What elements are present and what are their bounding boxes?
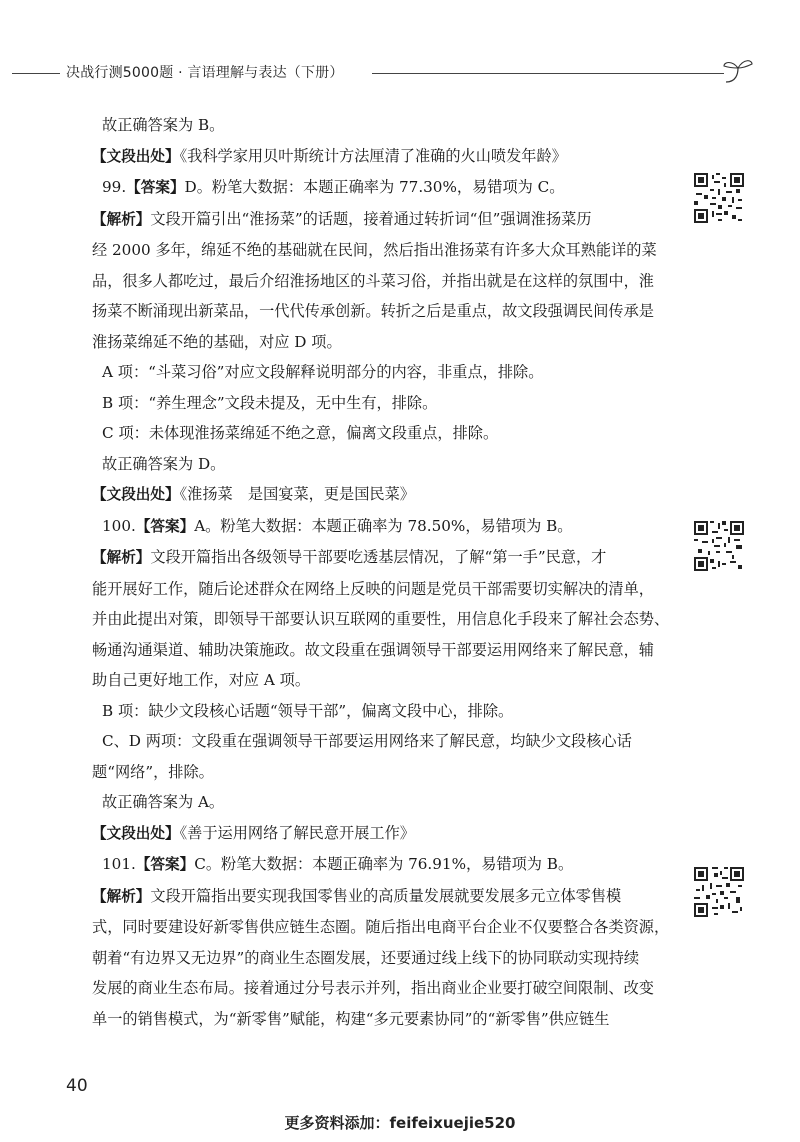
text-line: 式，同时要建设好新零售供应链生态圈。随后指出电商平台企业不仅要整合各类资源， [92, 918, 670, 936]
text-line: 助自己更好地工作，对应 A 项。 [92, 671, 311, 689]
question-number: 99. [102, 178, 127, 196]
answer-100 [102, 511, 667, 543]
text-line: 单一的销售模式，为“新零售”赋能，构建“多元要素协同”的“新零售”供应链生 [92, 1009, 610, 1028]
qr-code-99[interactable] [694, 173, 744, 223]
text-line: A 项：“斗菜习俗”对应文段解释说明部分的内容，非重点，排除。 [102, 363, 544, 381]
answer-label: 【答案】 [135, 517, 195, 535]
source-100 [92, 818, 667, 850]
header-title: 决战行测5000题 · 言语理解与表达（下册） [66, 65, 344, 81]
text-line: 题“网络”，排除。 [92, 762, 214, 781]
running-header [0, 56, 800, 92]
text-line: 并由此提出对策，即领导干部要认识互联网的重要性，用信息化手段来了解社会态势、 [92, 610, 670, 628]
analysis-99 [92, 204, 681, 358]
footer-contact-note: 更多资料添加：feifeixuejie520 [284, 1114, 516, 1132]
source-99 [92, 479, 667, 511]
text-line: 故正确答案为 A。 [102, 793, 225, 811]
option-b-100 [102, 696, 667, 727]
text-line: 淮扬菜绵延不绝的基础，对应 D 项。 [92, 332, 342, 351]
analysis-101 [92, 881, 681, 1035]
answer-explanation-body [92, 110, 670, 1034]
text-line: 文段开篇引出“淮扬菜”的话题，接着通过转折词“但”强调淮扬菜历 [150, 209, 592, 228]
answer-99 [102, 172, 667, 204]
analysis-label: 【解析】 [92, 549, 151, 566]
qr-code-101[interactable] [694, 867, 744, 917]
text-line: 扬菜不断涌现出新菜品，一代代传承创新。转折之后是重点，故文段强调民间传承是 [92, 302, 654, 320]
text-line: A。粉笔大数据：本题正确率为 78.50%，易错项为 B。 [194, 516, 573, 535]
analysis-label: 【解析】 [92, 210, 151, 228]
text-line: B 项：“养生理念”文段未提及，无中生有，排除。 [102, 393, 438, 412]
text-line: 朝着“有边界又无边界”的商业生态圈发展，还要通过线上线下的协同联动实现持续 [92, 948, 640, 967]
option-c-99 [102, 418, 667, 449]
text-line: B 项：缺少文段核心话题“领导干部”，偏离文段中心，排除。 [102, 701, 514, 720]
text-line: 故正确答案为 B。 [102, 116, 225, 134]
text-line: 《善于运用网络了解民意开展工作》 [179, 823, 415, 842]
conclusion-98 [102, 110, 667, 141]
text-line: C、D 两项：文段重在强调领导干部要运用网络来了解民意，均缺少文段核心话 [102, 732, 632, 750]
answer-label: 【答案】 [126, 179, 185, 196]
source-98 [92, 141, 667, 173]
text-line: 畅通沟通渠道、辅助决策施政。故文段重在强调领导干部要运用网络来了解民意，辅 [92, 640, 654, 659]
option-cd-100 [92, 726, 681, 787]
text-line: 能开展好工作，随后论述群众在网络上反映的问题是党员干部需要切实解决的清单， [92, 579, 654, 598]
qr-code-100[interactable] [694, 521, 744, 571]
text-line: 《淮扬菜 是国宴菜，更是国民菜》 [179, 485, 415, 503]
text-line: 故正确答案为 D。 [102, 454, 226, 473]
question-number: 100. [102, 516, 136, 535]
source-label: 【文段出处】 [92, 824, 180, 842]
text-line: 文段开篇指出各级领导干部要吃透基层情况，了解“第一手”民意，才 [150, 548, 607, 566]
sprout-icon [722, 56, 754, 86]
text-line: 文段开篇指出要实现我国零售业的高质量发展就要发展多元立体零售模 [150, 886, 622, 905]
analysis-label: 【解析】 [92, 887, 151, 905]
text-line: 品，很多人都吃过，最后介绍淮扬地区的斗菜习俗，并指出就是在这样的氛围中，淮 [92, 271, 654, 290]
source-label: 【文段出处】 [92, 147, 180, 165]
text-line: 经 2000 多年，绵延不绝的基础就在民间，然后指出淮扬菜有许多大众耳熟能详的菜 [92, 241, 657, 259]
conclusion-99 [102, 449, 667, 480]
text-line: C 项：未体现淮扬菜绵延不绝之意，偏离文段重点，排除。 [102, 424, 499, 442]
text-line: 《我科学家用贝叶斯统计方法厘清了准确的火山喷发年龄》 [179, 146, 567, 165]
text-line: 发展的商业生态布局。接着通过分号表示并列，指出商业企业要打破空间限制、改变 [92, 979, 654, 997]
page-number: 40 [66, 1076, 88, 1096]
header-rule-right [372, 73, 724, 74]
conclusion-100 [102, 787, 667, 818]
source-label: 【文段出处】 [92, 486, 180, 503]
analysis-100 [92, 542, 681, 696]
question-number: 101. [102, 855, 136, 873]
answer-label: 【答案】 [135, 856, 195, 873]
answer-101 [102, 849, 667, 881]
option-b-99 [102, 388, 667, 419]
text-line: D。粉笔大数据：本题正确率为 77.30%，易错项为 C。 [184, 178, 565, 196]
text-line: C。粉笔大数据：本题正确率为 76.91%，易错项为 B。 [194, 855, 574, 873]
option-a-99 [102, 357, 667, 388]
header-rule-left [12, 73, 60, 74]
